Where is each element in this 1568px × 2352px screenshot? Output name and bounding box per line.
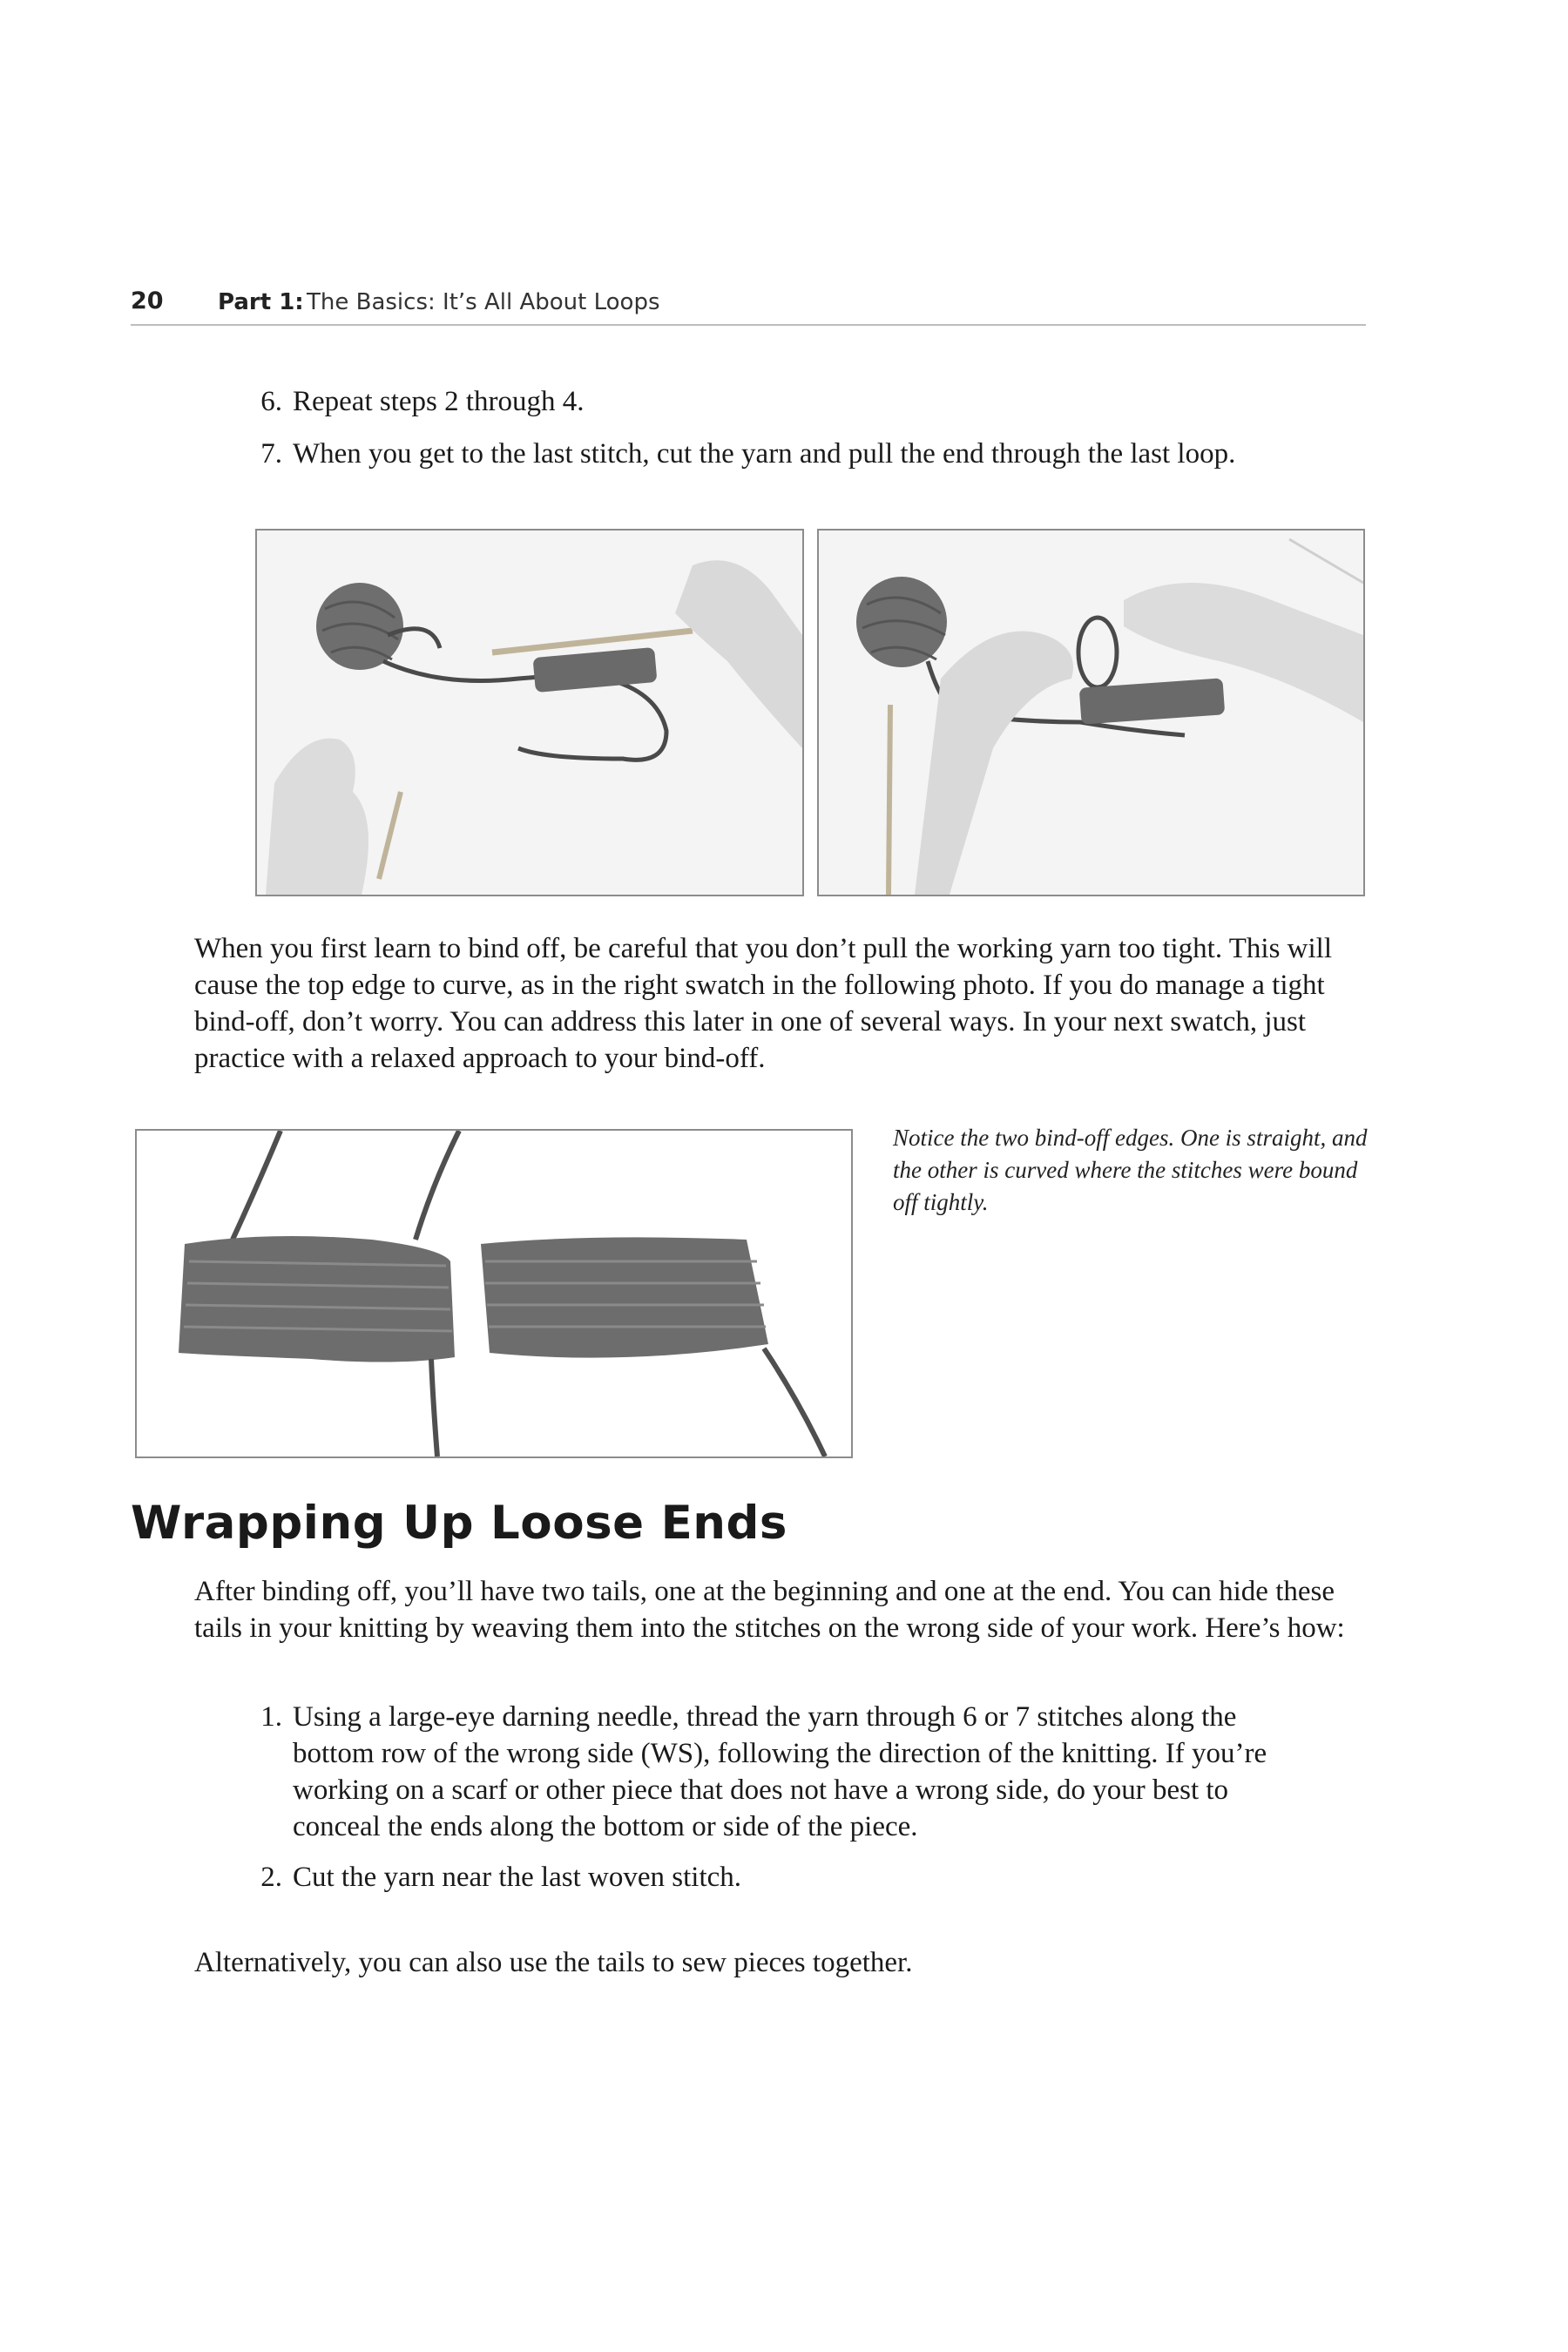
step-number: 7. (260, 438, 282, 470)
paragraph-bind-off: When you first learn to bind off, be careful that you don’t pull the working yarn too tight. This will cause the top edge to curve, as in the right swatch in the following photo. If you do manage a tight bind-off, don’t worry. You can address this later in one of several ways. In your next swatch, just practice with a relaxed approach to your bind-off. (194, 933, 1333, 1074)
running-head (131, 286, 1366, 326)
step-text: Cut the yarn near the last woven stitch. (293, 1862, 742, 1893)
paragraph-intro: After binding off, you’ll have two tails, one at the beginning and one at the end. You can hide these tails in your knitting by weaving them into the stitches on the wrong side of your work. Here’s how: (194, 1576, 1345, 1644)
photo-bind-off-step-left (255, 529, 804, 896)
photo-bind-off-step-right (817, 529, 1365, 896)
part-label: Part 1: (218, 289, 304, 315)
photo-image (819, 531, 1363, 895)
step-number: 2. (260, 1862, 282, 1893)
step-text: Using a large-eye darning needle, thread the yarn through 6 or 7 stitches along the bottom row of the wrong side (WS), following the direction of the knitting. If you’re working on a scarf or other piece that does not have a wrong side, do your best to conceal the ends along the bottom or side of the piece. (293, 1701, 1267, 1842)
photo-caption: Notice the two bind-off edges. One is straight, and the other is curved where the stitches were bound off tightly. (893, 1125, 1368, 1215)
section-heading: Wrapping Up Loose Ends (131, 1497, 787, 1550)
step-number: 1. (260, 1701, 282, 1733)
step-number: 6. (260, 386, 282, 417)
paragraph-closing: Alternatively, you can also use the tails to sew pieces together. (194, 1947, 913, 1978)
photo-image (257, 531, 802, 895)
part-title: The Basics: It’s All About Loops (307, 289, 660, 315)
photo-two-swatches (135, 1129, 853, 1458)
step-text: When you get to the last stitch, cut the yarn and pull the end through the last loop. (293, 438, 1236, 470)
step-text: Repeat steps 2 through 4. (293, 386, 585, 417)
page-number: 20 (131, 287, 164, 314)
photo-image (137, 1131, 851, 1456)
